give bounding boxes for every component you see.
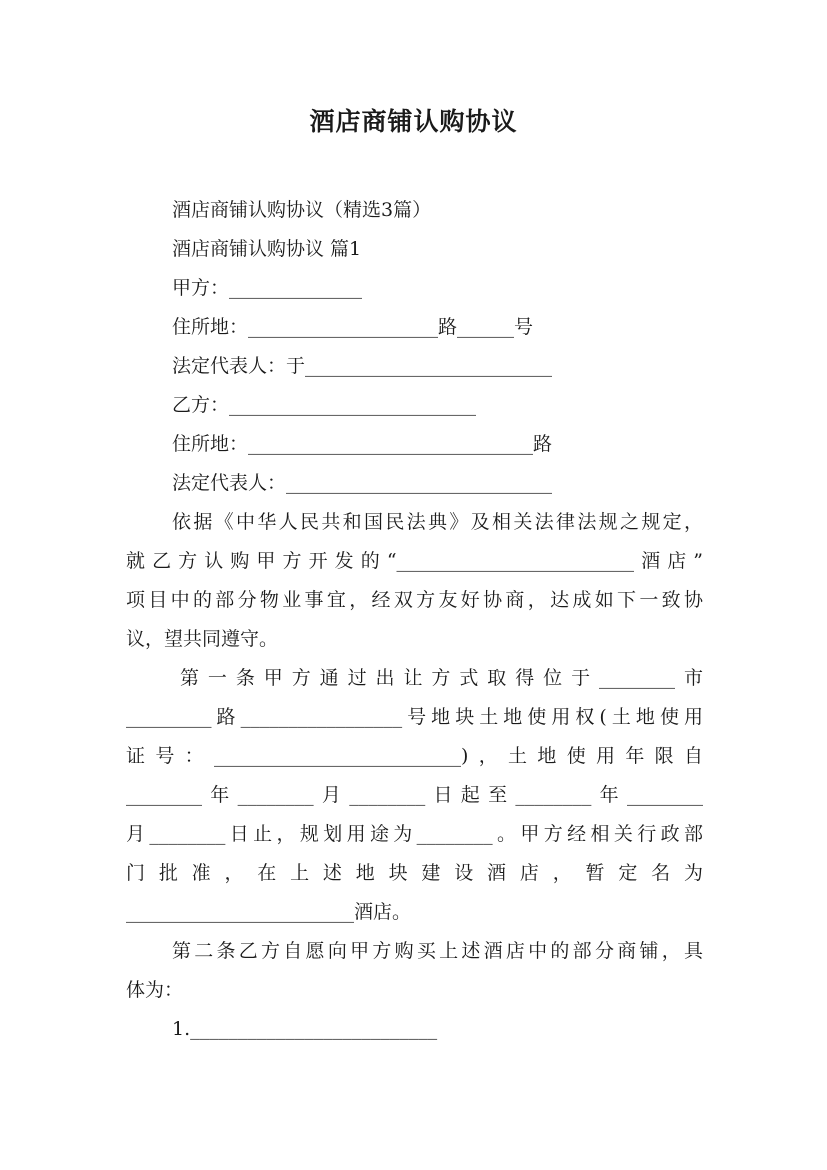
article-1-line: 第一条甲方通过出让方式取得位于________市 xyxy=(180,667,703,689)
article-1-line: 月________日止，规划用途为________。甲方经相关行政部 xyxy=(126,823,703,845)
party-b-field: 乙方：__________________________ xyxy=(172,394,477,416)
item-1-field: 1.__________________________ xyxy=(172,1018,438,1040)
paragraph-line: 依据《中华人民共和国民法典》及相关法律法规之规定， xyxy=(172,511,703,533)
article-1-line: 证号：__________________________)，土地使用年限自 xyxy=(126,745,703,767)
paragraph-line: 就乙方认购甲方开发的“_________________________酒店” xyxy=(126,550,703,572)
party-a-field: 甲方：______________ xyxy=(172,277,363,299)
paragraph-line: 议，望共同遵守。 xyxy=(126,628,279,650)
document-title: 酒店商铺认购协议 xyxy=(309,107,518,136)
section-heading: 酒店商铺认购协议 篇1 xyxy=(172,238,362,260)
party-b-address-field: 住所地：______________________________路 xyxy=(172,433,553,455)
party-a-address-field: 住所地：____________________路______号 xyxy=(172,316,534,338)
article-1-line: 门批准，在上述地块建设酒店，暂定名为 xyxy=(126,862,703,884)
party-a-representative-field: 法定代表人：于__________________________ xyxy=(172,355,553,377)
party-b-representative-field: 法定代表人：____________________________ xyxy=(172,472,553,494)
article-1-line: _________路_________________号地块土地使用权(土地使用 xyxy=(126,706,703,728)
subtitle-line: 酒店商铺认购协议（精选3篇） xyxy=(172,199,432,221)
paragraph-line: 项目中的部分物业事宜，经双方友好协商，达成如下一致协 xyxy=(126,589,703,611)
article-1-line: ________________________酒店。 xyxy=(126,901,412,923)
article-2-line: 第二条乙方自愿向甲方购买上述酒店中的部分商铺，具 xyxy=(172,940,703,962)
article-2-line: 体为： xyxy=(126,979,184,1001)
article-1-line: ________年________月________日起至________年________ xyxy=(126,784,703,806)
